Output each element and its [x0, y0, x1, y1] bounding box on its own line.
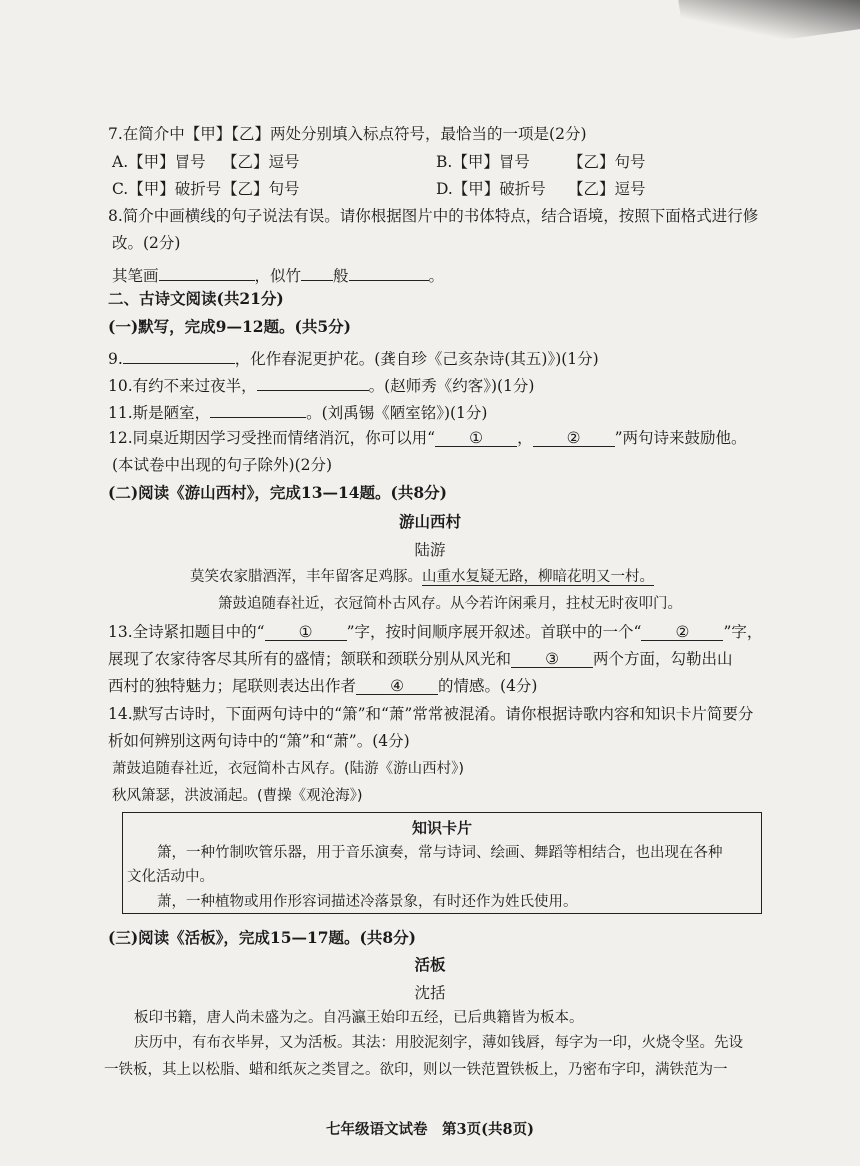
q11-blank[interactable] [210, 399, 306, 418]
q14-poem-line-2: 秋风箫瑟，洪波涌起。(曹操《观沧海》) [112, 788, 363, 804]
q13-line-1: 13.全诗紧扣题目中的“ ① ”字，按时间顺序展开叙述。首联中的一个“ ② ”字， [108, 623, 763, 641]
text-paragraph-2-cont: 一铁板，其上以松脂、蜡和纸灰之类冒之。欲印，则以一铁范置铁板上，乃密布字印，满铁范为一 [104, 1062, 728, 1078]
q8-line-2: 改。(2分) [112, 234, 181, 252]
q8-line-1: 8.简介中画横线的句子说法有误。请你根据图片中的书体特点，结合语境，按照下面格式进行修 [108, 207, 759, 225]
q14-line-1: 14.默写古诗时，下面两句诗中的“箫”和“萧”常常被混淆。请你根据诗歌内容和知识卡片简要分 [108, 705, 754, 723]
part-1-title: (一)默写，完成9—12题。(共5分) [108, 317, 351, 336]
poem-underlined-couplet: 山重水复疑无路，柳暗花明又一村。 [422, 569, 654, 585]
q12-line-2: (本试卷中出现的句子除外)(2分) [112, 456, 333, 474]
part-2-title: (二)阅读《游山西村》，完成13—14题。(共8分) [108, 483, 448, 502]
text-author: 沈括 [414, 984, 446, 1002]
knowledge-card-line-2: 文化活动中。 [127, 869, 214, 885]
poem-line-1: 莫笑农家腊酒浑，丰年留客足鸡豚。山重水复疑无路，柳暗花明又一村。 [190, 569, 654, 585]
q8-blank-3[interactable] [349, 262, 429, 281]
q7-option-c-2: 【乙】句号 [222, 180, 300, 198]
part-3-title: (三)阅读《活板》，完成15—17题。(共8分) [108, 928, 417, 947]
poem-title: 游山西村 [398, 512, 461, 531]
q8-blank-2[interactable] [301, 262, 333, 281]
q7-option-c-1: C.【甲】破折号 [112, 180, 222, 198]
q8-blank-1[interactable] [159, 262, 255, 281]
q13-blank-3[interactable]: ③ [511, 649, 593, 668]
q13-line-2: 展现了农家待客尽其所有的盛情；颔联和颈联分别从风光和 ③ 两个方面，勾勒出山 [108, 650, 733, 668]
q10-blank[interactable] [257, 372, 369, 391]
q7-stem: 7.在简介中【甲】【乙】两处分别填入标点符号，最恰当的一项是(2分) [108, 125, 587, 143]
q8-format-line: 其笔画 ，似竹 般 。 [112, 262, 444, 286]
knowledge-card-line-3: 萧，一种植物或用作形容词描述冷落景象，有时还作为姓氏使用。 [157, 894, 578, 910]
section-2-title: 二、古诗文阅读(共21分) [108, 289, 284, 308]
q7-option-d-2: 【乙】逗号 [568, 180, 646, 198]
page-footer: 七年级语文试卷 第3页(共8页) [326, 1121, 534, 1138]
q7-option-b-1: B.【甲】冒号 [436, 153, 530, 171]
knowledge-card-title: 知识卡片 [411, 819, 472, 837]
q13-line-3: 西村的独特魅力；尾联则表达出作者 ④ 的情感。(4分) [108, 677, 538, 695]
poem-author: 陆游 [414, 541, 446, 559]
q13-blank-1[interactable]: ① [265, 622, 347, 641]
q14-poem-line-1: 萧鼓追随春社近，衣冠简朴古风存。(陆游《游山西村》) [112, 761, 465, 777]
q12-blank-1[interactable]: ① [435, 428, 517, 447]
q13-blank-4[interactable]: ④ [356, 676, 438, 695]
knowledge-card-line-1: 箫，一种竹制吹管乐器，用于音乐演奏，常与诗词、绘画、舞蹈等相结合，也出现在各种 [157, 845, 723, 861]
q7-option-a-1: A.【甲】冒号 [112, 153, 206, 171]
q9-blank[interactable] [123, 345, 235, 364]
q13-blank-2[interactable]: ② [641, 622, 723, 641]
text-title: 活板 [414, 955, 446, 974]
poem-line-2: 箫鼓追随春社近，衣冠简朴古风存。从今若许闲乘月，拄杖无时夜叩门。 [218, 596, 682, 612]
q12-line-1: 12.同桌近期因学习受挫而情绪消沉，你可以用“ ① ， ② ”两句诗来鼓励他。 [108, 429, 747, 447]
q10: 10.有约不来过夜半， 。(赵师秀《约客》)(1分) [108, 372, 534, 396]
q14-line-2: 析如何辨别这两句诗中的“箫”和“萧”。(4分) [108, 732, 410, 750]
q12-blank-2[interactable]: ② [533, 428, 615, 447]
q9: 9. ，化作春泥更护花。(龚自珍《己亥杂诗(其五)》)(1分) [108, 345, 599, 369]
q7-option-b-2: 【乙】句号 [568, 153, 646, 171]
text-paragraph-1: 板印书籍，唐人尚未盛为之。自冯瀛王始印五经，已后典籍皆为板本。 [134, 1010, 584, 1026]
q7-option-a-2: 【乙】逗号 [222, 153, 300, 171]
knowledge-card [122, 812, 762, 914]
q7-option-d-1: D.【甲】破折号 [436, 180, 546, 198]
text-paragraph-2: 庆历中，有布衣毕昇，又为活板。其法：用胶泥刻字，薄如钱唇，每字为一印，火烧令坚。先设 [134, 1035, 743, 1051]
q11: 11.斯是陋室， 。(刘禹锡《陋室铭》)(1分) [108, 399, 487, 423]
page-corner-shadow [676, 0, 860, 54]
